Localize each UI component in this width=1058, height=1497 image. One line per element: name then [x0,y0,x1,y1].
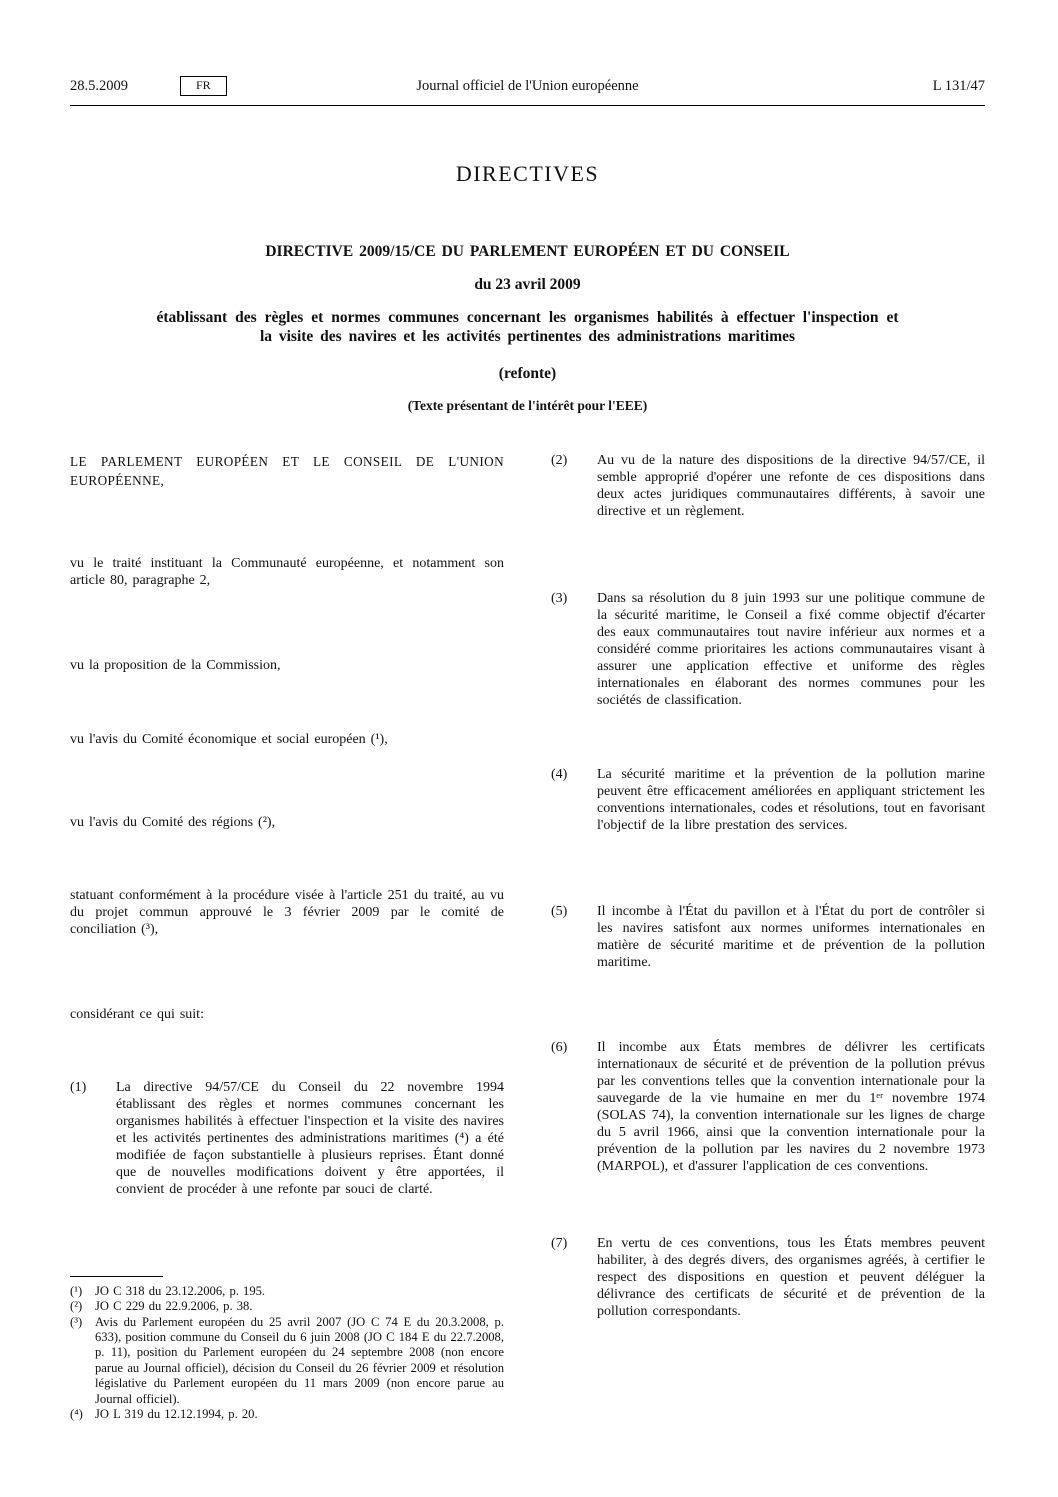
recital-number: (4) [551,767,568,783]
header-date: 28.5.2009 [70,77,128,94]
recital-text: Dans sa résolution du 8 juin 1993 sur une politique commune de la sécurité maritime, le Conseil a fixé comme objectif d'écarter des eaux communautaires tout navire inférieur aux normes et a considéré comme prioritaires les actions communautaires visant à assurer une application effective et uniforme des règles internationales en élaborant des normes communes pour les sociétés de classification. [597,591,985,709]
recital-5 [551,903,985,971]
recital-7 [551,1235,985,1320]
recitals-intro: considérant ce qui suit: [70,1007,204,1023]
recital-number: (3) [551,591,568,607]
recital-text: La sécurité maritime et la prévention de la pollution marine peuvent être efficacement améliorées en appliquant strictement les conventions internationales, codes et résolutions, tout en favorisant l'objectif de la libre prestation des services. [597,767,985,834]
eea-relevance-note: (Texte présentant de l'intérêt pour l'EEE) [407,398,648,414]
recital-3 [551,590,985,709]
footnote-text: JO C 318 du 23.12.2006, p. 195. [95,1283,266,1298]
citation-cor-opinion: vu l'avis du Comité des régions (²), [70,815,276,831]
recital-6 [551,1039,985,1175]
section-banner: DIRECTIVES [455,161,600,187]
two-column-body [70,452,985,1422]
recital-text: Il incombe aux États membres de délivrer les certificats internationaux de sécurité et de prévention de la pollution prévus par les conventions telles que la convention internationale pour la sauvegarde de la vie humaine en mer du 1ᵉʳ novembre 1974 (SOLAS 74), la convention internationale sur les lignes de charge du 5 avril 1966, ainsi que la convention internationale pour la prévention de la pollution par les navires du 2 novembre 1973 (MARPOL), et d'assurer l'application de ces conventions. [597,1040,985,1175]
recast-note: (refonte) [498,365,557,383]
right-column [551,452,985,1422]
recital-number: (1) [70,1080,87,1096]
footnote-text: Avis du Parlement européen du 25 avril 2007 (JO C 74 E du 20.3.2008, p. 633), position commune du Conseil du 6 juin 2008 (JO C 184 E du 22.7.2008, p. 11), position du Parlement européen du 24 septembre 2008 (non encore parue au Journal officiel), décision du Conseil du 26 février 2009 et résolution législative du Parlement européen du 11 mars 2009 (non encore parue au Journal officiel). [95,1314,504,1406]
footnote-2 [70,1299,504,1314]
citation-procedure: statuant conformément à la procédure visée à l'article 251 du traité, au vu du projet commun approuvé le 3 février 2009 par le comité de conciliation (³), [70,888,504,938]
footnote-3 [70,1315,504,1407]
footnote-text: JO C 229 du 22.9.2006, p. 38. [95,1299,253,1314]
recital-4 [551,766,985,834]
left-column [70,452,504,1422]
footnote-text: JO L 319 du 12.12.1994, p. 20. [95,1406,258,1421]
recital-number: (5) [551,904,568,920]
footnotes-block [70,1276,504,1423]
directive-title: DIRECTIVE 2009/15/CE DU PARLEMENT EUROPÉEN ET DU CONSEIL [265,243,790,261]
footnote-marker: (³) [70,1314,83,1329]
recital-1 [70,1079,504,1198]
directive-title-block [70,243,985,414]
citation-eesc-opinion: vu l'avis du Comité économique et social européen (¹), [70,732,388,748]
recital-number: (2) [551,453,568,469]
page-header [70,76,985,106]
recital-text: Au vu de la nature des dispositions de la directive 94/57/CE, il semble approprié d'opérer une refonte de ces dispositions dans deux actes juridiques communautaires différents, à savoir une directive et un règlement. [597,453,985,520]
footnote-marker: (²) [70,1299,83,1314]
recital-number: (6) [551,1040,568,1056]
directive-subject: établissant des règles et normes communes concernant les organismes habilités à effectuer l'inspection et la visite des navires et les activités pertinentes des administrations maritimes [156,309,899,345]
recital-number: (7) [551,1236,568,1252]
recital-2 [551,452,985,520]
recital-text: La directive 94/57/CE du Conseil du 22 novembre 1994 établissant des règles et normes communes concernant les organismes habilités à effectuer l'inspection et la visite des navires et les activités pertinentes des administrations maritimes (⁴) a été modifiée de façon substantielle à plusieurs reprises. Étant donné que de nouvelles modifications doivent y être apportées, il convient de procéder à une refonte par souci de clarté. [116,1080,504,1198]
citation-commission-proposal: vu la proposition de la Commission, [70,658,281,674]
recital-text: En vertu de ces conventions, tous les États membres peuvent habiliter, à des degrés divers, des organismes agréés, à certifier le respect des dispositions en question et peuvent déléguer la délivrance des certificats de sécurité et de prévention de la pollution correspondants. [597,1236,985,1320]
recital-text: Il incombe à l'État du pavillon et à l'État du port de contrôler si les navires satisfont aux normes uniformes internationales en matière de sécurité maritime et de prévention de la pollution maritime. [597,904,985,971]
footnote-1 [70,1284,504,1299]
directive-date: du 23 avril 2009 [474,276,581,294]
footnote-marker: (⁴) [70,1406,83,1421]
journal-title: Journal officiel de l'Union européenne [416,77,639,94]
footnote-rule [70,1276,163,1277]
preamble-opening: LE PARLEMENT EUROPÉEN ET LE CONSEIL DE L'UNION EUROPÉENNE, [70,454,504,489]
page-reference: L 131/47 [932,77,985,94]
footnote-4 [70,1407,504,1422]
footnote-marker: (¹) [70,1283,83,1298]
language-badge: FR [180,76,227,96]
citation-treaty: vu le traité instituant la Communauté européenne, et notamment son article 80, paragraphe 2, [70,556,504,589]
